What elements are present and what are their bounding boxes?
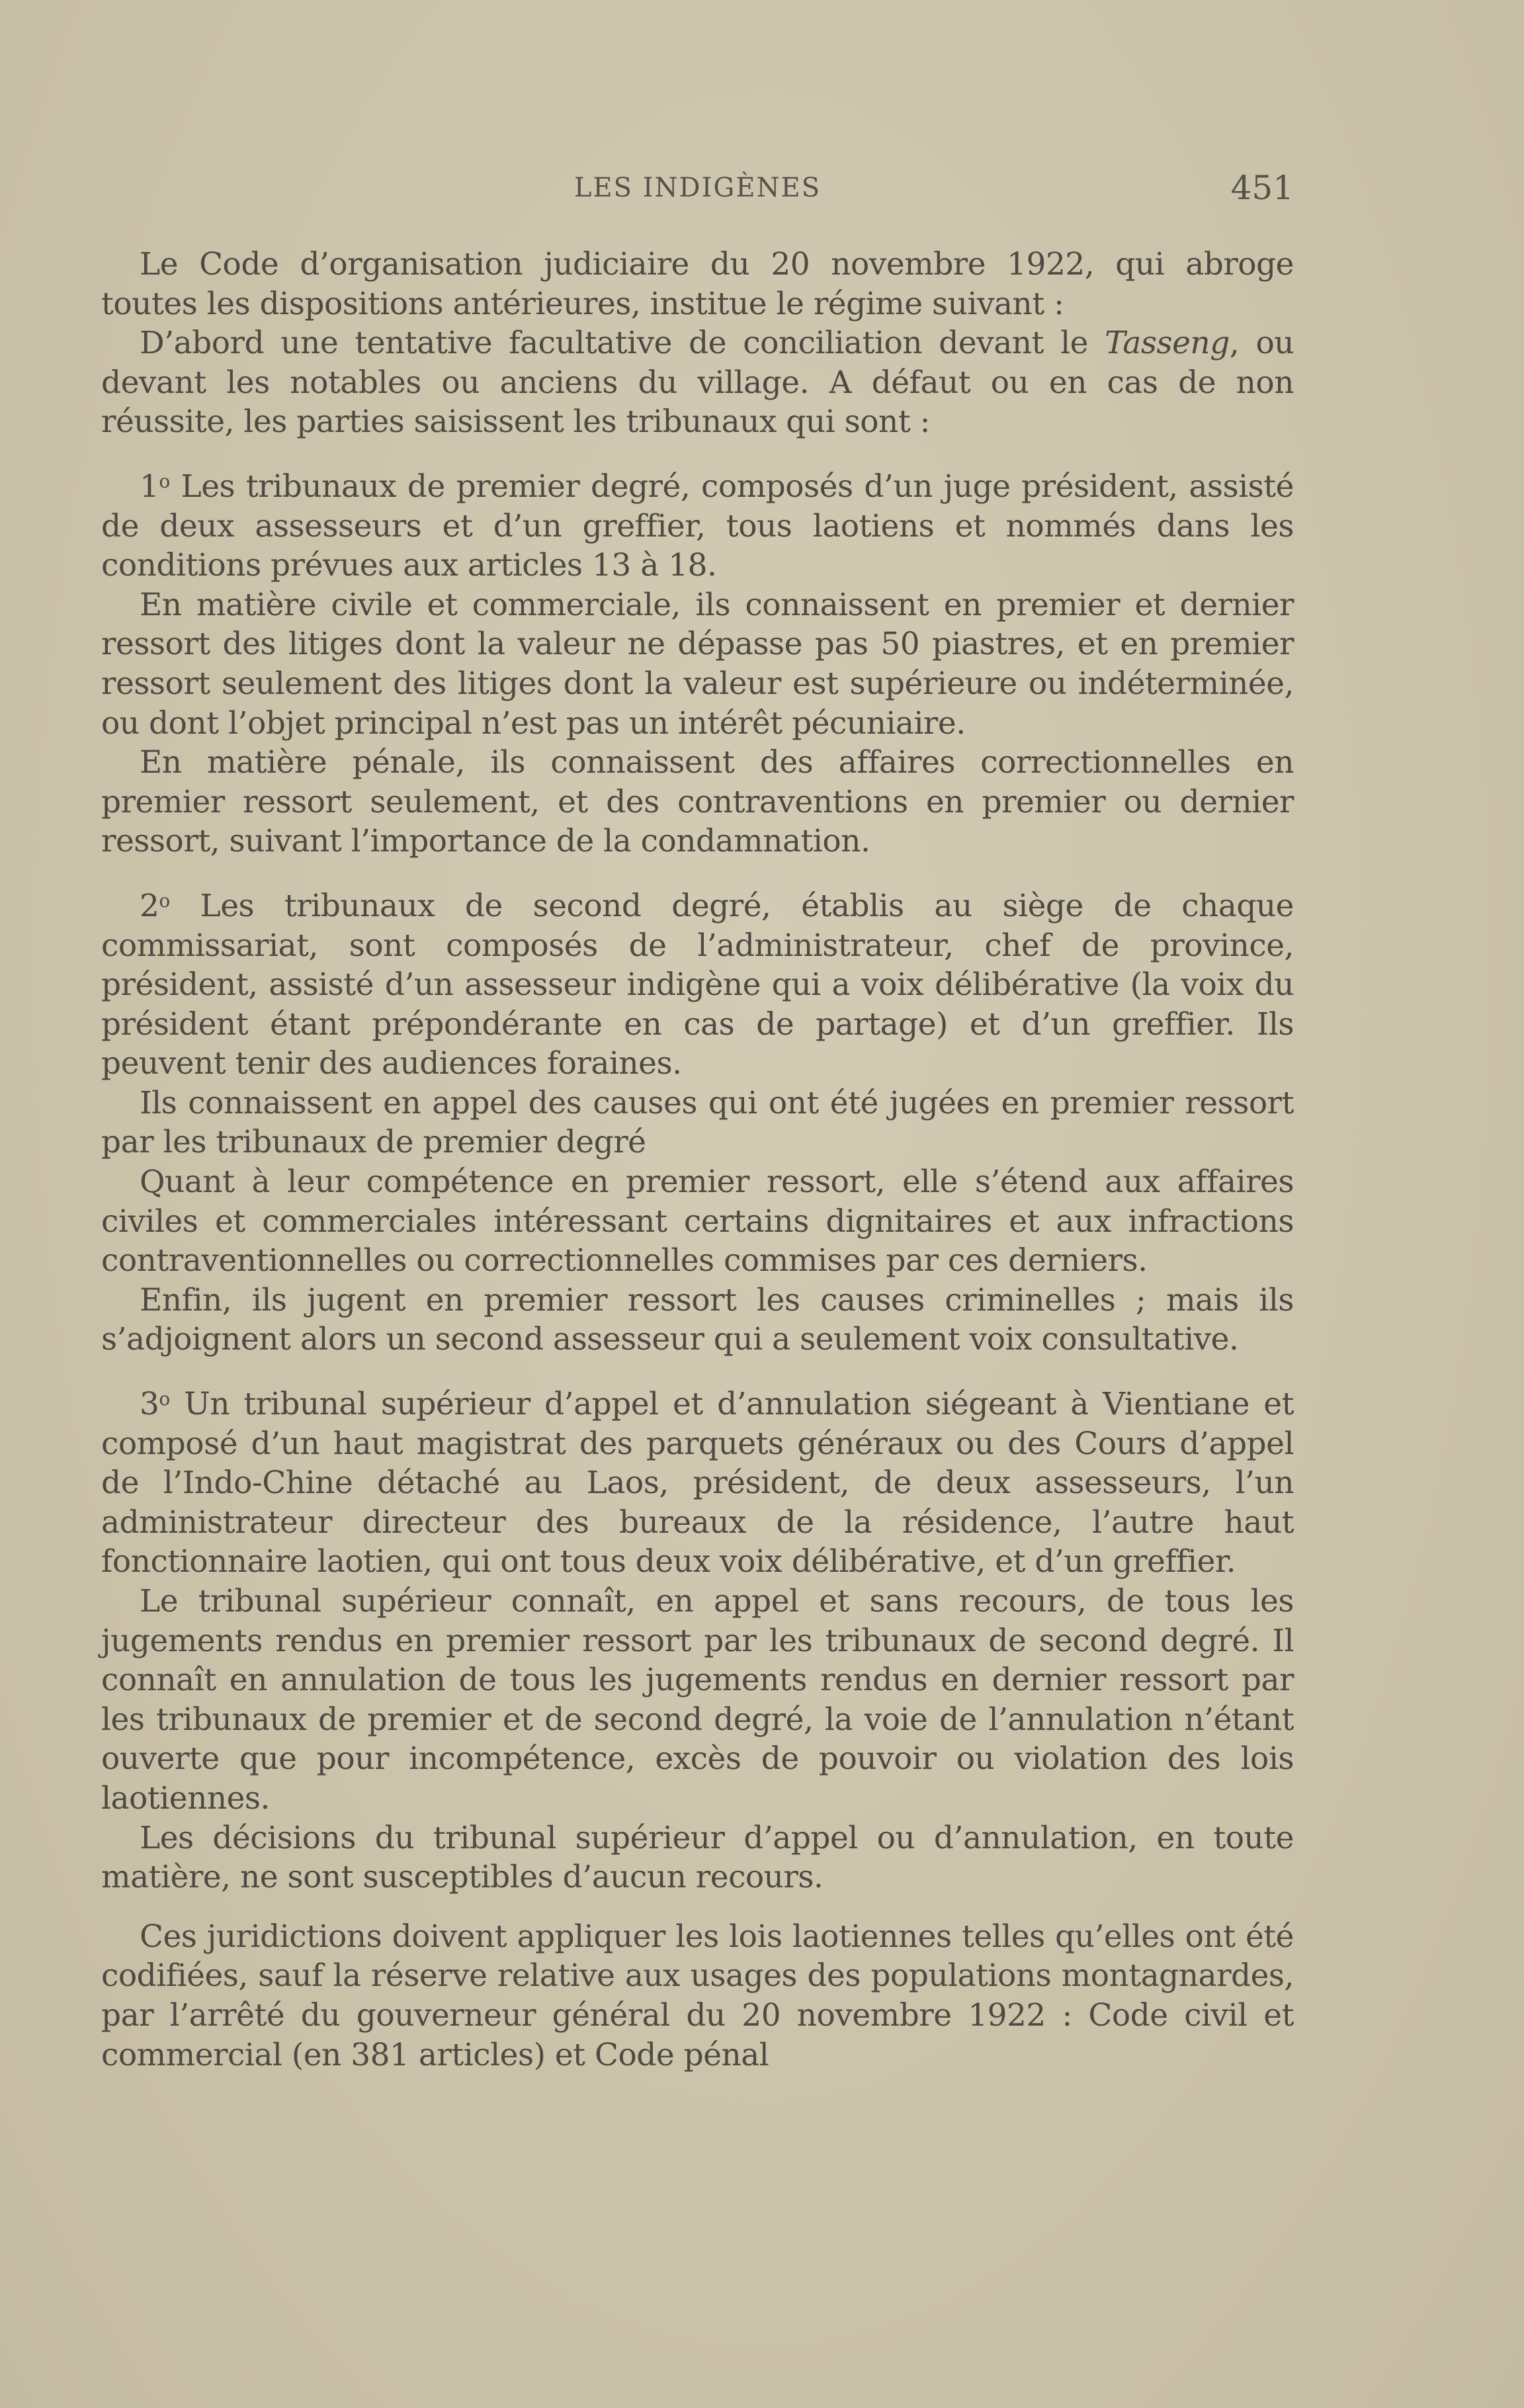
ordinal: 3$^o$ (140, 1386, 170, 1423)
paragraph-criminal: Enfin, ils jugent en premier ressort les causes criminelles ; mais ils s’adjoignent alors un second assesseur qui a seulement voix consultative. (101, 1281, 1294, 1358)
paragraph-conciliation (101, 323, 1294, 442)
page-number: 451 (1230, 169, 1294, 207)
running-title: LES INDIGÈNES (573, 173, 822, 203)
text-span: Un tribunal supérieur d’appel et d’annulation siégeant à Vientiane et composé d’un haut magistrat des parquets généraux ou des Cours d’appel de l’Indo-Chine détaché au Laos, président, de deux assesseurs, l’un administrateur directeur des bureaux de la résidence, l’autre haut fonctionnaire laotien, qui ont tous deux voix délibérative, et d’un greffier. (101, 1386, 1294, 1580)
paragraph-superior-tribunal (101, 1379, 1294, 1582)
paragraph-laws: Ces juridictions doivent appliquer les lois laotiennes telles qu’elles ont été codifiées, sauf la réserve relative aux usages des populations montagnardes, par l’arrêté du gouverneur général du 20 novembre 1922 : Code civil et commercial (en 381 articles) et Code pénal (101, 1918, 1294, 2073)
paragraph-decisions: Les décisions du tribunal supérieur d’appel ou d’annulation, en toute matière, ne sont susceptibles d’aucun recours. (101, 1819, 1294, 1896)
paragraph-first-degree (101, 462, 1294, 585)
paragraph-intro: Le Code d’organisation judiciaire du 20 novembre 1922, qui abroge toutes les dispositions antérieures, institue le régime suivant : (101, 246, 1294, 322)
paragraph-second-degree (101, 881, 1294, 1084)
italic-term: Tasseng (1105, 325, 1230, 362)
page-header (101, 169, 1294, 208)
body-text (101, 245, 1294, 2075)
paragraph-civil-matters: En matière civile et commerciale, ils connaissent en premier et dernier ressort des litiges dont la valeur ne dépasse pas 50 piastres, et en premier ressort seulement des litiges dont la valeur est supérieure ou indéterminée, ou dont l’objet principal n’est pas un intérêt pécuniaire. (101, 586, 1294, 742)
text-span: Les tribunaux de second degré, établis au siège de chaque commissariat, sont composés de l’administrateur, chef de province, président, assisté d’un assesseur indigène qui a voix délibérative (la voix du président étant prépondérante en cas de partage) et d’un greffier. Ils peuvent tenir des audiences foraines. (101, 887, 1294, 1082)
ordinal: 2$^o$ (140, 887, 170, 924)
text-span: D’abord une tentative facultative de conciliation devant le (140, 325, 1105, 362)
ordinal: 1$^o$ (140, 468, 170, 505)
paragraph-appeal: Ils connaissent en appel des causes qui ont été jugées en premier ressort par les tribunaux de premier degré (101, 1084, 1294, 1161)
text-span: Les tribunaux de premier degré, composés d’un juge président, assisté de deux assesseurs et d’un greffier, tous laotiens et nommés dans les conditions prévues aux articles 13 à 18. (101, 468, 1294, 584)
text-span: , ou devant les notables ou anciens du village. A défaut ou en cas de non réussite, les parties saisissent les tribunaux qui sont : (101, 325, 1294, 441)
paragraph-competence: Quant à leur compétence en premier ressort, elle s’étend aux affaires civiles et commerciales intéressant certains dignitaires et aux infractions contraventionnelles ou correctionnelles commises par ces derniers. (101, 1164, 1294, 1279)
paragraph-penal-matters: En matière pénale, ils connaissent des affaires correctionnelles en premier ressort seulement, et des contraventions en premier ou dernier ressort, suivant l’importance de la condamnation. (101, 744, 1294, 860)
paragraph-superior-jurisdiction: Le tribunal supérieur connaît, en appel et sans recours, de tous les jugements rendus en premier ressort par les tribunaux de second degré. Il connaît en annulation de tous les jugements rendus en dernier ressort par les tribunaux de premier et de second degré, la voie de l’annulation n’étant ouverte que pour incompétence, excès de pouvoir ou violation des lois laotiennes. (101, 1583, 1294, 1817)
